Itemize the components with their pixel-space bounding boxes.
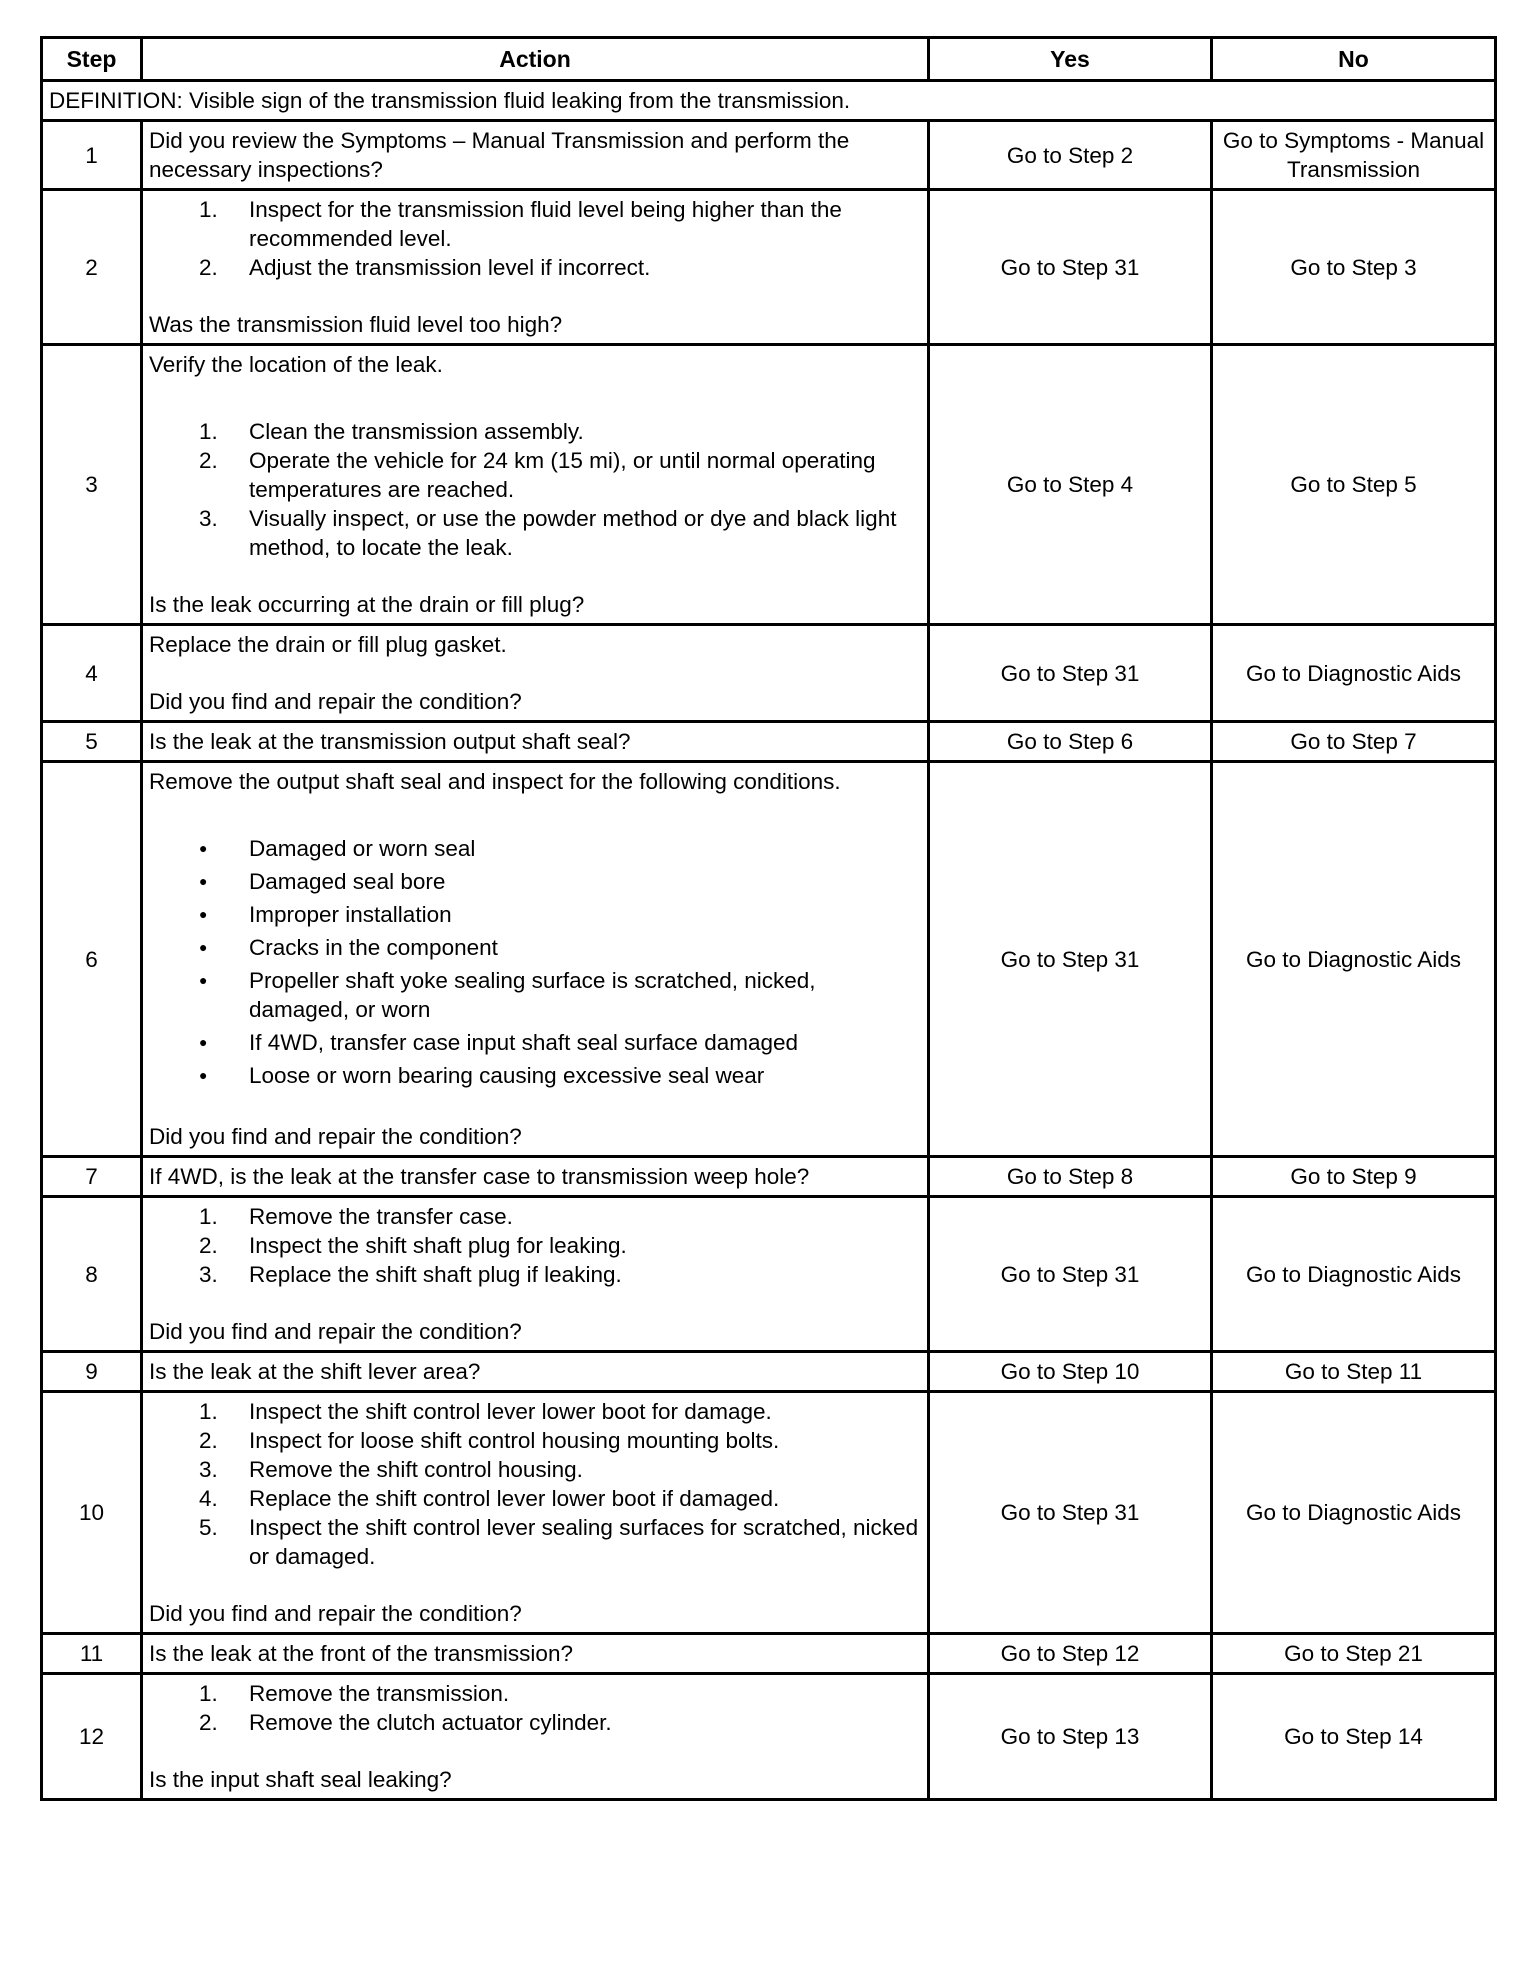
- list-item: [149, 1202, 921, 1231]
- yes-outcome: Go to Step 13: [929, 1674, 1212, 1800]
- list-number: 1.: [199, 419, 218, 444]
- list-number: 1.: [199, 197, 218, 222]
- list-item: [149, 834, 921, 863]
- action-prompt: Did you review the Symptoms – Manual Transmission and perform the necessary inspections?: [149, 128, 850, 182]
- action-prompt: Remove the output shaft seal and inspect for the following conditions.: [149, 769, 841, 794]
- action-question: Did you find and repair the condition?: [149, 1124, 522, 1149]
- list-item: [149, 1708, 921, 1737]
- list-item-text: Remove the transmission.: [249, 1681, 510, 1706]
- step-number: 1: [42, 121, 142, 190]
- no-outcome: Go to Diagnostic Aids: [1212, 1197, 1496, 1352]
- list-item: [149, 1426, 921, 1455]
- header-step: Step: [42, 38, 142, 81]
- action-cell: [142, 762, 929, 1157]
- yes-outcome: Go to Step 6: [929, 722, 1212, 762]
- action-cell: [142, 190, 929, 345]
- list-item: [149, 1455, 921, 1484]
- action-cell: [142, 625, 929, 722]
- list-number: 3.: [199, 1262, 218, 1287]
- header-no: No: [1212, 38, 1496, 81]
- yes-outcome: Go to Step 31: [929, 1197, 1212, 1352]
- list-item-text: Inspect the shift control lever sealing surfaces for scratched, nicked or damaged.: [249, 1515, 919, 1569]
- no-outcome: Go to Step 5: [1212, 345, 1496, 625]
- list-number: 3.: [199, 506, 218, 531]
- table-row: [42, 121, 1496, 190]
- bullet-list: [149, 834, 921, 1090]
- numbered-steps: [149, 195, 921, 282]
- bullet-icon: ●: [199, 906, 208, 922]
- step-number: 4: [42, 625, 142, 722]
- list-item-text: Inspect the shift control lever lower boot for damage.: [249, 1399, 772, 1424]
- step-number: 10: [42, 1392, 142, 1634]
- yes-outcome: Go to Step 31: [929, 1392, 1212, 1634]
- list-number: 5.: [199, 1515, 218, 1540]
- step-number: 2: [42, 190, 142, 345]
- action-question: Was the transmission fluid level too high?: [149, 312, 563, 337]
- list-item: [149, 1260, 921, 1289]
- list-item-text: If 4WD, transfer case input shaft seal surface damaged: [249, 1030, 799, 1055]
- list-item-text: Adjust the transmission level if incorrect.: [249, 255, 651, 280]
- definition-row: [42, 81, 1496, 121]
- header-action: Action: [142, 38, 929, 81]
- step-number: 3: [42, 345, 142, 625]
- list-item: [149, 1484, 921, 1513]
- list-item-text: Operate the vehicle for 24 km (15 mi), or until normal operating temperatures are reached.: [249, 448, 876, 502]
- list-item: [149, 1679, 921, 1708]
- list-item-text: Damaged or worn seal: [249, 836, 476, 861]
- list-item: [149, 253, 921, 282]
- action-cell: [142, 1634, 929, 1674]
- list-item-text: Remove the transfer case.: [249, 1204, 513, 1229]
- action-prompt: Verify the location of the leak.: [149, 352, 443, 377]
- action-prompt: Is the leak at the shift lever area?: [149, 1359, 481, 1384]
- step-number: 7: [42, 1157, 142, 1197]
- list-item-text: Clean the transmission assembly.: [249, 419, 584, 444]
- list-number: 1.: [199, 1399, 218, 1424]
- table-row: [42, 1392, 1496, 1634]
- list-item-text: Inspect the shift shaft plug for leaking.: [249, 1233, 627, 1258]
- table-row: [42, 722, 1496, 762]
- yes-outcome: Go to Step 4: [929, 345, 1212, 625]
- list-item-text: Improper installation: [249, 902, 452, 927]
- no-outcome: Go to Step 9: [1212, 1157, 1496, 1197]
- yes-outcome: Go to Step 31: [929, 762, 1212, 1157]
- no-outcome: Go to Diagnostic Aids: [1212, 625, 1496, 722]
- yes-outcome: Go to Step 31: [929, 625, 1212, 722]
- list-item-text: Replace the shift control lever lower boot if damaged.: [249, 1486, 780, 1511]
- list-item-text: Inspect for loose shift control housing mounting bolts.: [249, 1428, 780, 1453]
- yes-outcome: Go to Step 10: [929, 1352, 1212, 1392]
- numbered-steps: [149, 1679, 921, 1737]
- table-row: [42, 762, 1496, 1157]
- action-prompt: Is the leak at the front of the transmission?: [149, 1641, 573, 1666]
- no-outcome: Go to Symptoms - Manual Transmission: [1212, 121, 1496, 190]
- bullet-icon: ●: [199, 1034, 208, 1050]
- list-number: 2.: [199, 1428, 218, 1453]
- step-number: 8: [42, 1197, 142, 1352]
- step-number: 11: [42, 1634, 142, 1674]
- no-outcome: Go to Step 21: [1212, 1634, 1496, 1674]
- action-prompt: If 4WD, is the leak at the transfer case to transmission weep hole?: [149, 1164, 810, 1189]
- list-item-text: Replace the shift shaft plug if leaking.: [249, 1262, 622, 1287]
- definition-text: DEFINITION: Visible sign of the transmission fluid leaking from the transmission.: [42, 81, 1496, 121]
- list-number: 4.: [199, 1486, 218, 1511]
- action-question: Did you find and repair the condition?: [149, 689, 522, 714]
- action-question: Did you find and repair the condition?: [149, 1601, 522, 1626]
- list-item-text: Loose or worn bearing causing excessive seal wear: [249, 1063, 765, 1088]
- yes-outcome: Go to Step 8: [929, 1157, 1212, 1197]
- diagnostic-table: [40, 36, 1497, 1801]
- yes-outcome: Go to Step 31: [929, 190, 1212, 345]
- list-item: [149, 1061, 921, 1090]
- no-outcome: Go to Step 14: [1212, 1674, 1496, 1800]
- numbered-steps: [149, 1397, 921, 1571]
- numbered-steps: [149, 1202, 921, 1289]
- list-number: 2.: [199, 1710, 218, 1735]
- list-item: [149, 1231, 921, 1260]
- list-number: 1.: [199, 1204, 218, 1229]
- yes-outcome: Go to Step 12: [929, 1634, 1212, 1674]
- no-outcome: Go to Diagnostic Aids: [1212, 762, 1496, 1157]
- bullet-icon: ●: [199, 972, 208, 988]
- step-number: 6: [42, 762, 142, 1157]
- list-item-text: Damaged seal bore: [249, 869, 446, 894]
- list-number: 2.: [199, 448, 218, 473]
- bullet-icon: ●: [199, 1067, 208, 1083]
- action-cell: [142, 1352, 929, 1392]
- list-number: 2.: [199, 255, 218, 280]
- no-outcome: Go to Step 11: [1212, 1352, 1496, 1392]
- action-prompt: Is the leak at the transmission output shaft seal?: [149, 729, 631, 754]
- table-row: [42, 345, 1496, 625]
- list-item: [149, 966, 921, 1024]
- table-row: [42, 1197, 1496, 1352]
- action-prompt: Replace the drain or fill plug gasket.: [149, 632, 507, 657]
- list-item-text: Cracks in the component: [249, 935, 498, 960]
- action-cell: [142, 1157, 929, 1197]
- action-cell: [142, 1674, 929, 1800]
- step-number: 12: [42, 1674, 142, 1800]
- action-question: Is the input shaft seal leaking?: [149, 1767, 452, 1792]
- action-cell: [142, 121, 929, 190]
- list-item: [149, 1513, 921, 1571]
- bullet-icon: ●: [199, 873, 208, 889]
- step-number: 9: [42, 1352, 142, 1392]
- action-cell: [142, 1392, 929, 1634]
- table-row: [42, 190, 1496, 345]
- table-row: [42, 1352, 1496, 1392]
- list-number: 3.: [199, 1457, 218, 1482]
- list-item: [149, 446, 921, 504]
- list-item: [149, 900, 921, 929]
- action-cell: [142, 1197, 929, 1352]
- list-item: [149, 1397, 921, 1426]
- action-question: Is the leak occurring at the drain or fill plug?: [149, 592, 585, 617]
- list-item: [149, 867, 921, 896]
- list-item-text: Remove the shift control housing.: [249, 1457, 583, 1482]
- list-item: [149, 933, 921, 962]
- list-item-text: Propeller shaft yoke sealing surface is scratched, nicked, damaged, or worn: [249, 968, 816, 1022]
- table-row: [42, 1674, 1496, 1800]
- action-question: Did you find and repair the condition?: [149, 1319, 522, 1344]
- header-yes: Yes: [929, 38, 1212, 81]
- header-row: [42, 38, 1496, 81]
- bullet-icon: ●: [199, 840, 208, 856]
- bullet-icon: ●: [199, 939, 208, 955]
- list-item: [149, 417, 921, 446]
- table-row: [42, 1157, 1496, 1197]
- numbered-steps: [149, 417, 921, 562]
- list-item: [149, 1028, 921, 1057]
- yes-outcome: Go to Step 2: [929, 121, 1212, 190]
- no-outcome: Go to Step 3: [1212, 190, 1496, 345]
- list-item-text: Remove the clutch actuator cylinder.: [249, 1710, 612, 1735]
- step-number: 5: [42, 722, 142, 762]
- list-item-text: Visually inspect, or use the powder method or dye and black light method, to locate the leak.: [249, 506, 897, 560]
- list-number: 1.: [199, 1681, 218, 1706]
- action-cell: [142, 722, 929, 762]
- list-item: [149, 195, 921, 253]
- list-item-text: Inspect for the transmission fluid level being higher than the recommended level.: [249, 197, 842, 251]
- no-outcome: Go to Diagnostic Aids: [1212, 1392, 1496, 1634]
- list-item: [149, 504, 921, 562]
- table-row: [42, 1634, 1496, 1674]
- no-outcome: Go to Step 7: [1212, 722, 1496, 762]
- action-cell: [142, 345, 929, 625]
- table-row: [42, 625, 1496, 722]
- list-number: 2.: [199, 1233, 218, 1258]
